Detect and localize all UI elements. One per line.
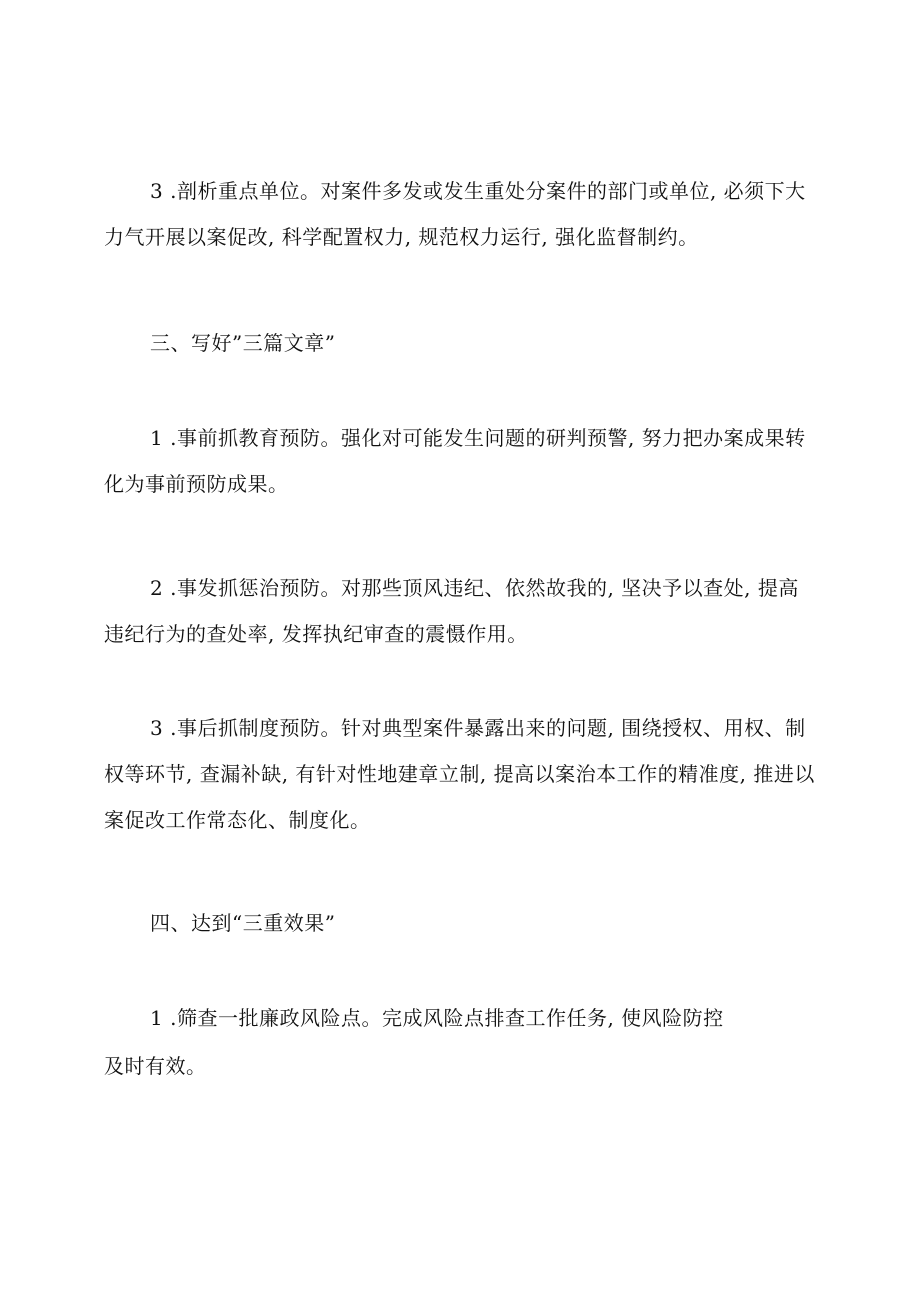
paragraph-risk-points-line-2: 及时有效。 [104,1054,207,1078]
section-heading-three-articles: 三、写好”三篇文章” [150,331,336,355]
paragraph-risk-points-line-1: 1 .筛查一批廉政风险点。完成风险点排查工作任务, 使风险防控 [150,1006,724,1030]
paragraph-analyze-key-units: 3 .剖析重点单位。对案件多发或发生重处分案件的部门或单位, 必须下大力气开展以案促改, 科学配置权力, 规范权力运行, 强化监督制约。 [104,179,806,249]
paragraph-education-prevention: 1 .事前抓教育预防。强化对可能发生问题的研判预警, 努力把办案成果转化为事前预防成果。 [104,426,806,496]
section-heading-triple-effects: 四、达到“三重效果” [150,911,336,935]
paragraph-punishment-prevention: 2 .事发抓惩治预防。对那些顶风违纪、依然故我的, 坚决予以查处, 提高违纪行为的查处率, 发挥执纪审查的震慑作用。 [104,576,799,646]
paragraph-system-prevention: 3 .事后抓制度预防。针对典型案件暴露出来的问题, 围绕授权、用权、制权等环节, 查漏补缺, 有针对性地建章立制, 提高以案治本工作的精准度, 推进以案促改工作常态化、制度化。 [104,716,815,832]
